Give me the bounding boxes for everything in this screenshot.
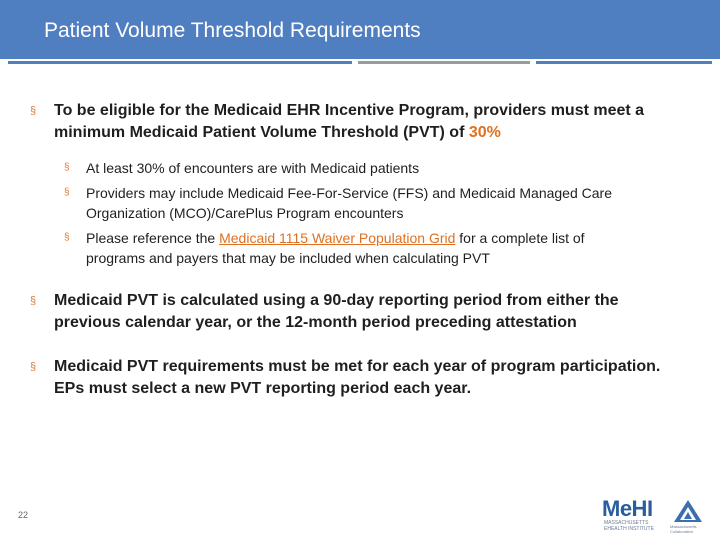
- bullet-marker: §: [30, 105, 37, 117]
- bullet-text: Medicaid PVT is calculated using a 90-day reporting period from either the: [54, 292, 619, 309]
- sub-bullet-text: [86, 228, 585, 248]
- bullet-text: To be eligible for the Medicaid EHR Incentive Program, providers must meet a: [54, 102, 645, 119]
- sub-bullet-text: At least 30% of encounters are with Medicaid patients: [86, 160, 420, 176]
- page-number: 22: [18, 510, 29, 520]
- collaborative-logo-icon: [672, 498, 704, 524]
- bullet-text: Medicaid PVT requirements must be met for each year of program participation.: [54, 358, 661, 375]
- sub-bullet-text-fragment: for a complete list of: [455, 230, 585, 246]
- sub-bullet-marker: §: [64, 187, 70, 198]
- header-rule-right: [536, 61, 712, 64]
- page-title: Patient Volume Threshold Requirements: [44, 19, 421, 42]
- bullet-text-line2: EPs must select a new PVT reporting period each year.: [54, 380, 472, 397]
- bullet-marker: §: [30, 295, 37, 307]
- sub-bullet-marker: §: [64, 232, 70, 243]
- waiver-grid-link[interactable]: Medicaid 1115 Waiver Population Grid: [219, 230, 456, 246]
- sub-bullet-text-line2: Organization (MCO)/CarePlus Program encounters: [86, 205, 404, 221]
- sub-bullet-marker: §: [64, 162, 70, 173]
- sub-bullet-text-fragment: Please reference the: [86, 230, 220, 246]
- bullet-text-fragment: minimum Medicaid Patient Volume Threshold (PVT) of: [54, 124, 469, 141]
- header-rule-left: [8, 61, 352, 64]
- footer-logos: [602, 496, 712, 536]
- bullet-marker: §: [30, 361, 37, 373]
- header-rule-middle: [358, 61, 530, 64]
- bullet-text-line2: previous calendar year, or the 12-month period preceding attestation: [54, 314, 577, 331]
- sub-bullet-text: Providers may include Medicaid Fee-For-Service (FFS) and Medicaid Managed Care: [86, 185, 612, 201]
- bullet-text-line2: [54, 122, 501, 144]
- collaborative-logo-subtitle: Massachusetts Collaborative: [670, 524, 697, 534]
- threshold-highlight: 30%: [468, 124, 501, 141]
- mehi-logo-subtitle: MASSACHUSETTS EHEALTH INSTITUTE: [604, 520, 654, 532]
- sub-bullet-text-line2: programs and payers that may be included when calculating PVT: [86, 250, 490, 266]
- mehi-logo: MeHI: [602, 496, 653, 521]
